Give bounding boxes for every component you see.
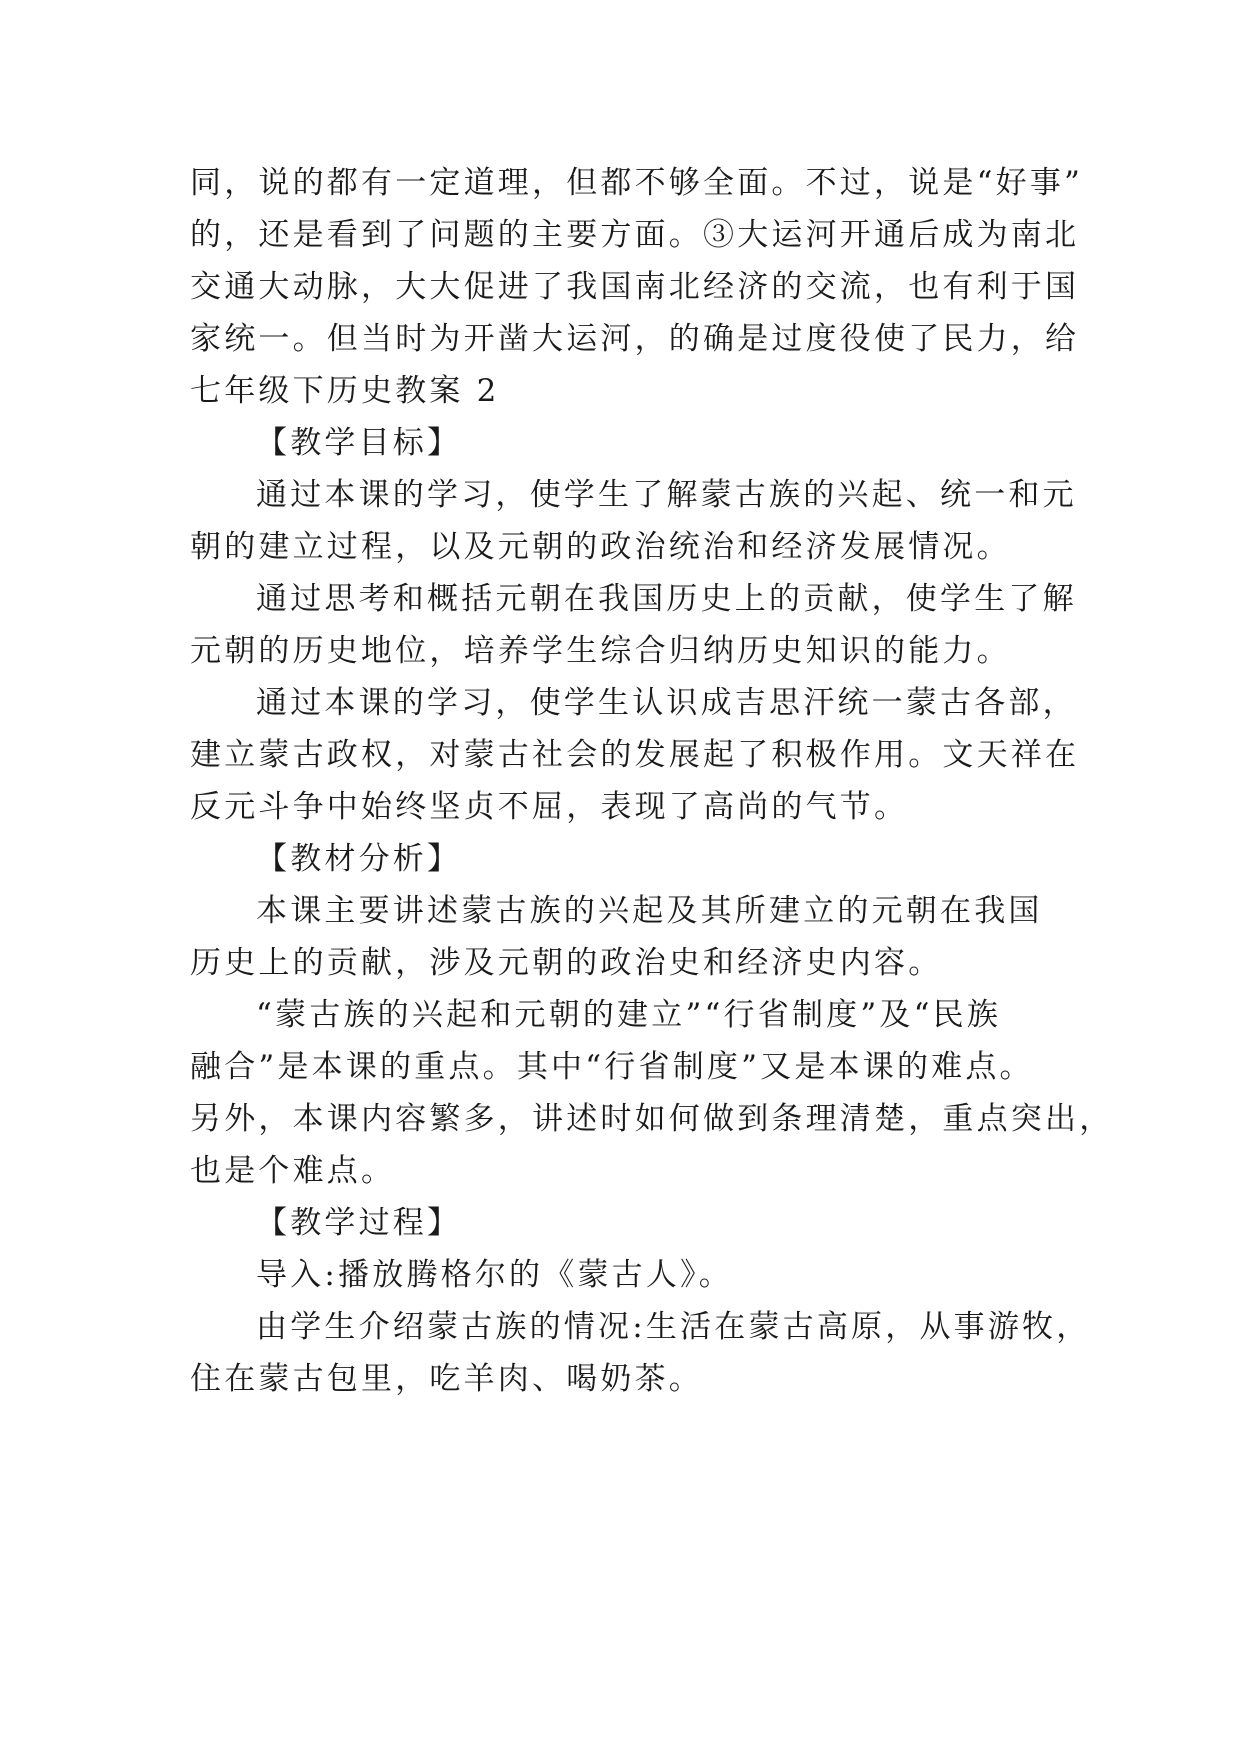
paragraph-line: 朝的建立过程，以及元朝的政治统治和经济发展情况。: [190, 529, 1011, 565]
section-heading-material-analysis: 【教材分析】: [256, 841, 462, 877]
section-heading-teaching-process: 【教学过程】: [256, 1205, 462, 1241]
paragraph-line: 通过本课的学习，使学生了解蒙古族的兴起、统一和元: [256, 477, 1077, 513]
paragraph-line: “蒙古族的兴起和元朝的建立”“行省制度”及“民族: [256, 997, 1002, 1033]
paragraph-line: 也是个难点。: [190, 1153, 396, 1189]
paragraph-line: 融合”是本课的重点。其中“行省制度”又是本课的难点。: [190, 1049, 1034, 1085]
paragraph-line: 反元斗争中始终坚贞不屈，表现了高尚的气节。: [190, 789, 909, 825]
paragraph-line: 历史上的贡献，涉及元朝的政治史和经济史内容。: [190, 945, 943, 981]
doc-title: 七年级下历史教案 2: [190, 373, 500, 409]
text-line: 家统一。但当时为开凿大运河，的确是过度役使了民力，给: [190, 321, 1080, 357]
paragraph-line: 本课主要讲述蒙古族的兴起及其所建立的元朝在我国: [256, 893, 1043, 929]
text-line: 交通大动脉，大大促进了我国南北经济的交流，也有利于国: [190, 269, 1080, 305]
text-line: 的，还是看到了问题的主要方面。③大运河开通后成为南北: [190, 217, 1080, 253]
paragraph-line: 建立蒙古政权，对蒙古社会的发展起了积极作用。文天祥在: [190, 737, 1080, 773]
paragraph-line: 由学生介绍蒙古族的情况:生活在蒙古高原，从事游牧，: [256, 1309, 1091, 1345]
text-line: 同，说的都有一定道理，但都不够全面。不过，说是“好事”: [190, 165, 1084, 201]
paragraph-line: 住在蒙古包里，吃羊肉、喝奶茶。: [190, 1361, 703, 1397]
paragraph-line: 另外，本课内容繁多，讲述时如何做到条理清楚，重点突出，: [190, 1101, 1114, 1137]
paragraph-line: 通过本课的学习，使学生认识成吉思汗统一蒙古各部，: [256, 685, 1077, 721]
paragraph-line: 导入:播放腾格尔的《蒙古人》。: [256, 1257, 733, 1293]
paragraph-line: 通过思考和概括元朝在我国历史上的贡献，使学生了解: [256, 581, 1077, 617]
section-heading-teaching-goals: 【教学目标】: [256, 425, 462, 461]
paragraph-line: 元朝的历史地位，培养学生综合归纳历史知识的能力。: [190, 633, 1011, 669]
